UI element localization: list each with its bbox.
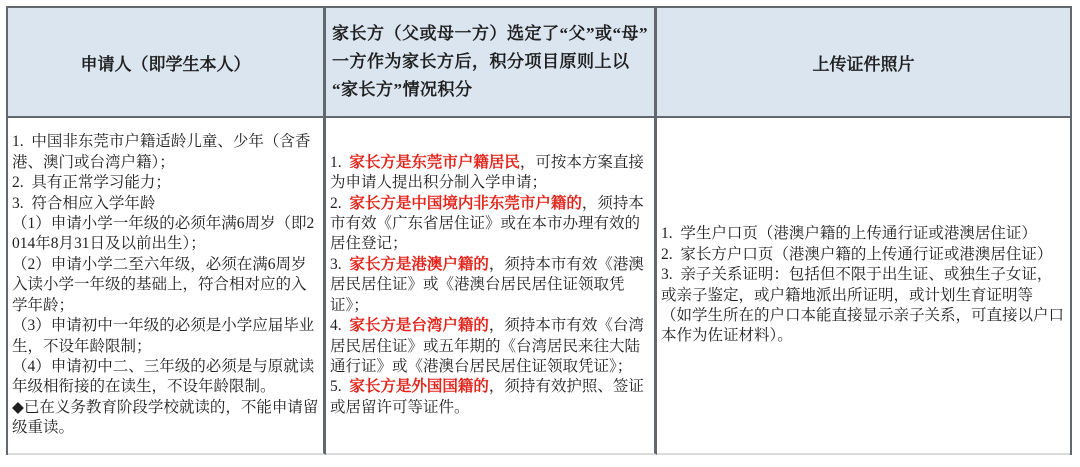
table-body-row — [8, 118, 1070, 455]
case-highlight: 家长方是港澳户籍的 — [349, 255, 489, 273]
applicant-item: 3. 符合相应入学年龄 — [12, 194, 156, 212]
item-number: 3. — [330, 255, 350, 273]
parent-cases-cell — [326, 118, 657, 455]
upload-item: 1. 学生户口页（港澳户籍的上传通行证或港澳居住证） — [661, 225, 1037, 243]
case-detail: ，须持有效护照、签证或居留许可等证件。 — [330, 378, 644, 416]
parent-case-item — [330, 316, 651, 377]
applicant-item: 1. 中国非东莞市户籍适龄儿童、少年（含香港、澳门或台湾户籍）； — [12, 133, 311, 171]
applicant-item: （3）申请初中一年级的必须是小学应届毕业生，不设年龄限制； — [12, 317, 315, 355]
item-number: 1. — [330, 153, 350, 171]
case-highlight: 家长方是外国国籍的 — [349, 378, 489, 396]
case-detail: ，须持本市有效《广东省居住证》或在本市办理有效的居住登记； — [330, 194, 644, 253]
applicant-item: （4）申请初中二、三年级的必须是与原就读年级相衔接的在读生，不设年龄限制。 — [12, 357, 315, 396]
case-detail: ，可按本方案直接为申请人提出积分制入学申请； — [330, 153, 644, 192]
admission-requirements-table — [6, 6, 1072, 455]
parent-case-item — [330, 377, 651, 418]
upload-item: 2. 家长方户口页（港澳户籍的上传通行证或港澳居住证） — [661, 245, 1053, 263]
table-header-row — [8, 8, 1070, 118]
item-number: 5. — [330, 378, 350, 396]
applicant-item: （1）申请小学一年级的必须年满6周岁（即2014年8月31日及以前出生）； — [12, 215, 315, 253]
header-cell-applicant: 申请人（即学生本人） — [8, 8, 326, 118]
applicant-item: ◆已在义务教育阶段学校就读的，不能申请留级重读。 — [12, 398, 319, 437]
case-detail: ，须持本市有效《港澳居民居住证》或《港澳台居民居住证领取凭证》； — [330, 255, 644, 314]
parent-case-item — [330, 255, 651, 316]
applicant-item: 2. 具有正常学习能力； — [12, 174, 171, 192]
item-number: 4. — [330, 317, 350, 335]
case-detail: ，须持本市有效《台湾居民居住证》或五年期的《台湾居民来往大陆通行证》或《港澳台居民居住证领取凭证》； — [330, 317, 644, 375]
header-cell-parent: 家长方（父或母一方）选定了“父”或“母”一方作为家长方后，积分项目原则上以“家长方”情况积分 — [326, 8, 657, 118]
item-number: 2. — [330, 194, 350, 212]
parent-case-item — [330, 194, 651, 255]
applicant-item: （2）申请小学二至六年级，必须在满6周岁入读小学一年级的基础上，符合相对应的入学年龄； — [12, 255, 307, 314]
case-highlight: 家长方是东莞市户籍居民 — [349, 153, 520, 171]
case-highlight: 家长方是中国境内非东莞市户籍的 — [349, 194, 582, 212]
applicant-requirements-cell — [8, 118, 326, 455]
parent-case-item — [330, 153, 651, 194]
case-highlight: 家长方是台湾户籍的 — [349, 317, 489, 335]
upload-item: 3. 亲子关系证明：包括但不限于出生证、或独生子女证，或亲子鉴定，或户籍地派出所证明，或计划生育证明等 — [661, 266, 1053, 304]
header-cell-upload: 上传证件照片 — [657, 8, 1070, 118]
upload-documents-cell — [657, 118, 1070, 455]
upload-item: （如学生所在的户口本能直接显示亲子关系，可直接以户口本作为佐证材料）。 — [661, 306, 1065, 345]
